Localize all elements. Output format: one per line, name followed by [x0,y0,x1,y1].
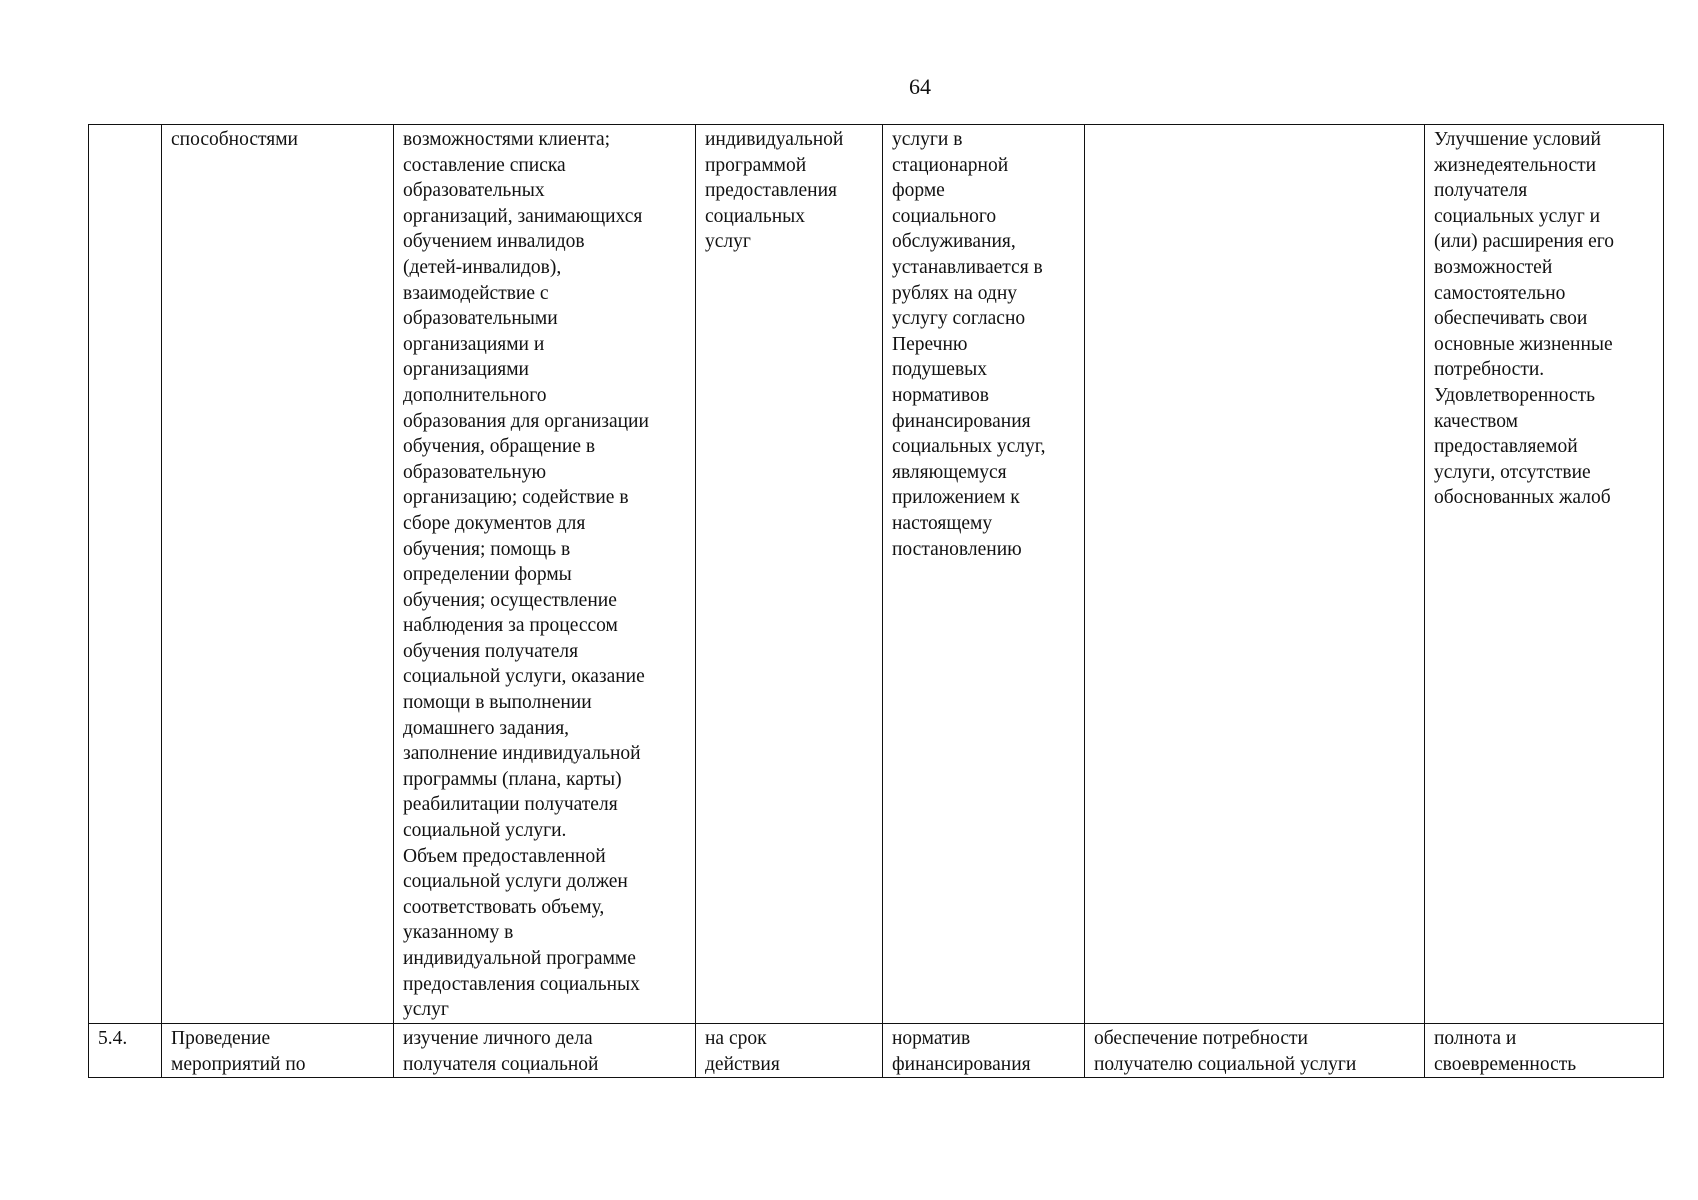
cell-text-line: (или) расширения его [1434,231,1615,253]
cell-text-line: услугу согласно [892,308,1026,330]
cell-text-line: Удовлетворенность [1434,384,1596,406]
cell-text-line: действия [705,1053,780,1075]
cell-text-line: реабилитации получателя [403,794,618,816]
cell-text-line: обеспечение потребности [1094,1028,1308,1049]
cell-text-line: способностями [171,129,298,150]
cell-text-line: индивидуальной [705,129,844,150]
cell-text-line: индивидуальной программе [403,948,636,969]
cell-text-line: качеством [1434,410,1518,432]
cell-text-line: социального [892,205,997,227]
cell-text-line: приложением к [892,487,1020,509]
table-row [89,125,1664,1024]
cell-service-norm [883,1024,1085,1078]
cell-text-line: организациями и [403,333,545,355]
cell-text-line: возможностей [1434,256,1553,278]
cell-text-line: обучением инвалидов [403,231,585,253]
cell-text-line: получателя социальной [403,1053,599,1075]
cell-number [89,1024,162,1078]
cell-service-term [696,1024,883,1078]
cell-service-name [162,1024,394,1078]
cell-text-line: предоставления социальных [403,973,640,995]
cell-text-line: организациями [403,359,529,381]
cell-text-line: 5.4. [98,1028,128,1049]
cell-text-line: подушевых [892,359,988,381]
services-table [88,124,1664,1078]
cell-text-line: организацию; содействие в [403,487,629,509]
cell-text-line: программой [705,154,807,176]
cell-text-line: обучения получателя [403,640,579,662]
cell-text-line: нормативов [892,384,989,406]
cell-text-line: рублях на одну [892,282,1018,304]
cell-text-line: образовательную [403,461,547,483]
cell-text-line: домашнего задания, [403,717,570,739]
cell-text-line: составление списка [403,154,566,176]
cell-text-line: финансирования [892,410,1031,432]
cell-text-line: помощи в выполнении [403,692,592,714]
cell-text-line: образовательных [403,180,545,202]
cell-text-line: Улучшение условий [1434,129,1601,150]
cell-text-line: основные жизненные [1434,333,1613,355]
cell-text-line: изучение личного дела [403,1028,593,1049]
cell-text-line: социальной услуги, оказание [403,666,645,688]
cell-service-norm [883,125,1085,1024]
cell-text-line: на срок [705,1028,767,1049]
cell-text-line: Объем предоставленной [403,845,606,867]
cell-text-line: стационарной [892,154,1009,176]
cell-text-line: обеспечивать свои [1434,308,1588,330]
cell-text-line: обслуживания, [892,231,1016,253]
cell-text-line: организаций, занимающихся [403,205,643,227]
cell-text-line: социальных услуг, [892,436,1046,458]
cell-service-term [696,125,883,1024]
cell-service-description [394,125,696,1024]
cell-text-line: своевременность [1434,1053,1577,1075]
cell-service-name [162,125,394,1024]
cell-text-line: дополнительного [403,384,547,406]
cell-evaluation-conditions [1425,1024,1664,1078]
cell-text-line: жизнедеятельности [1434,154,1597,176]
cell-text-line: обоснованных жалоб [1434,487,1611,509]
cell-text-line: образования для организации [403,410,649,432]
cell-text-line: социальных услуг и [1434,205,1601,227]
cell-text-line: предоставляемой [1434,436,1578,458]
cell-text-line: заполнение индивидуальной [403,743,641,765]
cell-text-line: форме [892,180,945,202]
cell-text-line: соответствовать объему, [403,896,605,918]
cell-text-line: получателя [1434,180,1528,202]
table-row [89,1024,1664,1078]
cell-text-line: услуг [705,231,751,253]
cell-text-line: полнота и [1434,1028,1517,1049]
cell-number [89,125,162,1024]
table-body [89,125,1664,1078]
cell-text-line: норматив [892,1028,971,1049]
cell-text-line: услуги, отсутствие [1434,461,1591,483]
cell-text-line: потребности. [1434,359,1545,381]
cell-text-line: обучения, обращение в [403,436,596,458]
cell-text-line: социальной услуги должен [403,871,628,893]
cell-text-line: определении формы [403,564,572,586]
cell-text-line: являющемуся [892,461,1007,483]
cell-text-line: постановлению [892,538,1022,560]
cell-text-line: предоставления [705,180,837,202]
cell-quality-indicators [1085,125,1425,1024]
cell-evaluation-conditions [1425,125,1664,1024]
cell-text-line: взаимодействие с [403,282,549,304]
page-number: 64 [909,74,931,99]
cell-text-line: финансирования [892,1053,1031,1075]
cell-text-line: социальной услуги. [403,820,567,842]
cell-text-line: (детей-инвалидов), [403,256,562,278]
cell-text-line: обучения; осуществление [403,589,617,611]
cell-text-line: мероприятий по [171,1053,306,1075]
cell-text-line: услуги в [892,129,963,150]
cell-text-line: устанавливается в [892,256,1043,278]
cell-text-line: получателю социальной услуги [1094,1053,1357,1075]
cell-text-line: услуг [403,999,449,1021]
cell-text-line: обучения; помощь в [403,538,571,560]
cell-text-line: социальных [705,205,806,227]
cell-quality-indicators [1085,1024,1425,1078]
cell-text-line: самостоятельно [1434,282,1566,304]
cell-text-line: возможностями клиента; [403,129,611,150]
cell-text-line: наблюдения за процессом [403,615,618,637]
cell-text-line: Проведение [171,1028,271,1049]
cell-service-description [394,1024,696,1078]
cell-text-line: сборе документов для [403,512,586,534]
cell-text-line: указанному в [403,922,514,944]
cell-text-line: Перечню [892,333,968,355]
cell-text-line: программы (плана, карты) [403,768,622,790]
cell-text-line: образовательными [403,308,558,330]
cell-text-line: настоящему [892,512,993,534]
